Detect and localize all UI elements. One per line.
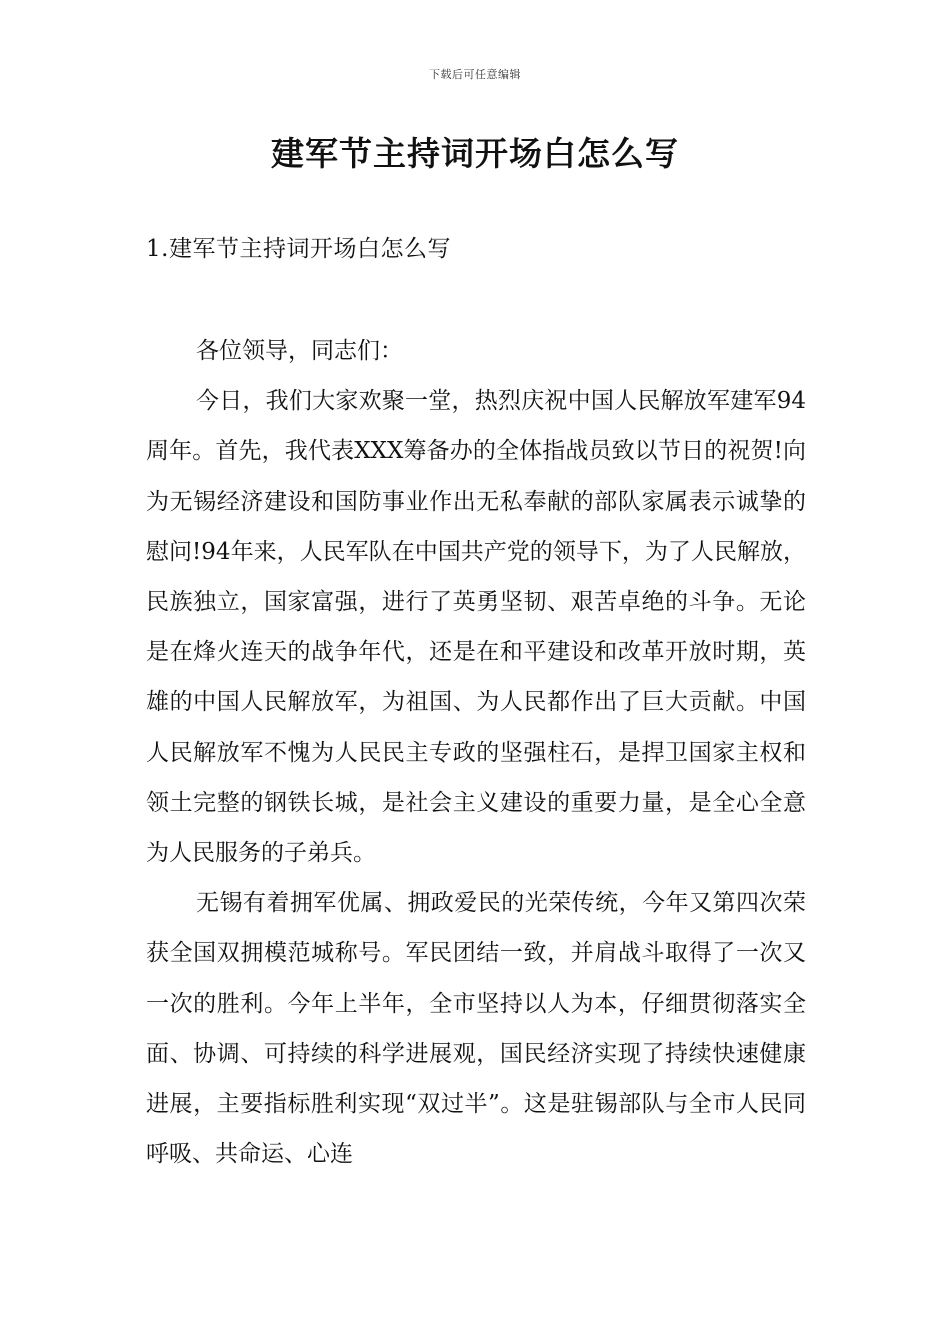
paragraph-wuxi: 无锡有着拥军优属、拥政爱民的光荣传统，今年又第四次荣获全国双拥模范城称号。军民团结一致，并肩战斗取得了一次又一次的胜利。今年上半年，全市坚持以人为本，仔细贯彻落实全面、协调、可持续的科学进展观，国民经济实现了持续快速健康进展，主要指标胜利实现“双过半”。这是驻锡部队与全市人民同呼吸、共命运、心连	[146, 890, 806, 1168]
document-body	[146, 326, 806, 1179]
document-title: 建军节主持词开场白怎么写	[271, 134, 679, 173]
section-heading: 1.建军节主持词开场白怎么写	[146, 236, 451, 262]
page-header-note: 下载后可任意编辑	[429, 68, 521, 81]
paragraph-greeting: 各位领导，同志们：	[196, 338, 403, 364]
paragraph-opening: 今日，我们大家欢聚一堂，热烈庆祝中国人民解放军建军94周年。首先，我代表XXX筹备办的全体指战员致以节日的祝贺!向为无锡经济建设和国防事业作出无私奉献的部队家属表示诚挚的慰问!94年来，人民军队在中国共产党的领导下，为了人民解放，民族独立，国家富强，进行了英勇坚韧、艰苦卓绝的斗争。无论是在烽火连天的战争年代，还是在和平建设和改革开放时期，英雄的中国人民解放军，为祖国、为人民都作出了巨大贡献。中国人民解放军不愧为人民民主专政的坚强柱石，是捍卫国家主权和领土完整的钢铁长城，是社会主义建设的重要力量，是全心全意为人民服务的子弟兵。	[146, 388, 806, 867]
